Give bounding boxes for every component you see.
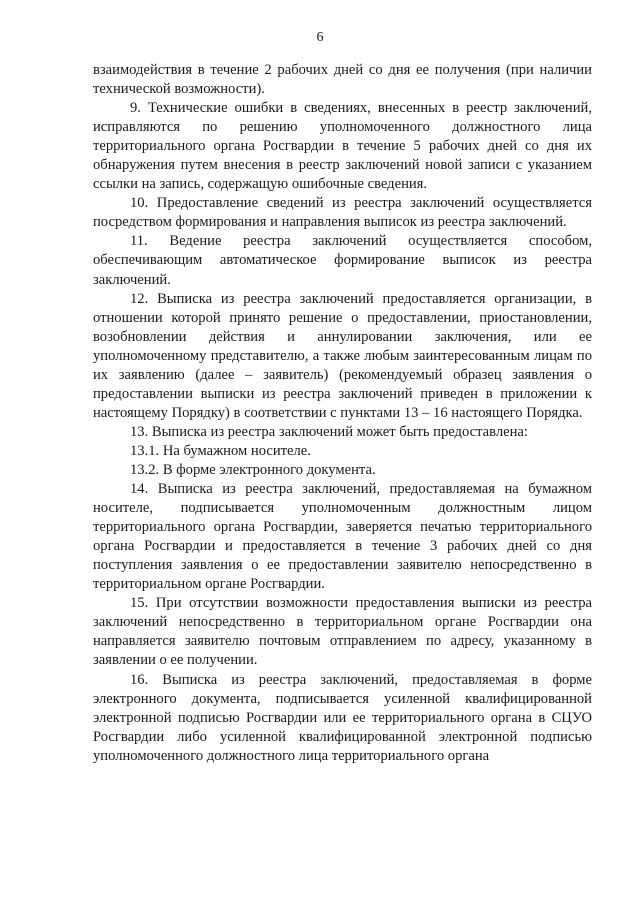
paragraph: 11. Ведение реестра заключений осуществляется способом, обеспечивающим автоматическое формирование выписок из реестра заключений. [93,233,592,288]
paragraph: 10. Предоставление сведений из реестра заключений осуществляется посредством формирования и направления выписок из реестра заключений. [93,195,592,231]
paragraph: 15. При отсутствии возможности предоставления выписки из реестра заключений непосредственно в территориальном органе Росгвардии она направляется заявителю почтовым отправлением по адресу, указанному в заявлении о ее получении. [93,595,592,669]
page-number: 6 [316,30,324,45]
paragraph: 12. Выписка из реестра заключений предоставляется организации, в отношении которой принято решение о предоставлении, приостановлении, возобновлении действия и аннулировании заключения, или ее уполномоченному представителю, а также любым заинтересованным лицам по их заявлению (далее – заявитель) (рекомендуемый образец заявления о предоставлении выписки из реестра заключений приведен в приложении к настоящему Порядку) в соответствии с пунктами 13 – 16 настоящего Порядка. [93,290,592,421]
paragraph: 13.2. В форме электронного документа. [130,461,376,478]
paragraph: 16. Выписка из реестра заключений, предоставляемая в форме электронного документа, подписывается усиленной квалифицированной электронной подписью Росгвардии или ее территориального органа в СЦУО Росгвардии либо усиленной квалифицированной электронной подписью уполномоченного должностного лица территориального органа [93,671,592,764]
paragraph: 13.1. На бумажном носителе. [130,442,311,459]
paragraph: 13. Выписка из реестра заключений может быть предоставлена: [130,423,528,440]
paragraph: 14. Выписка из реестра заключений, предоставляемая на бумажном носителе, подписывается уполномоченным должностным лицом территориального органа Росгвардии, заверяется печатью территориального органа Росгвардии и предоставляется в течение 3 рабочих дней со дня поступления заявления о ее предоставлении заявителю непосредственно в территориальном органе Росгвардии. [93,481,592,593]
paragraph: 9. Технические ошибки в сведениях, внесенных в реестр заключений, исправляются по решению уполномоченного должностного лица территориального органа Росгвардии в течение 5 рабочих дней со дня их обнаружения путем внесения в реестр заключений новой записи с указанием ссылки на запись, содержащую ошибочные сведения. [93,100,592,193]
document-body [93,61,592,766]
paragraph: взаимодействия в течение 2 рабочих дней со дня ее получения (при наличии технической возможности). [93,62,592,98]
